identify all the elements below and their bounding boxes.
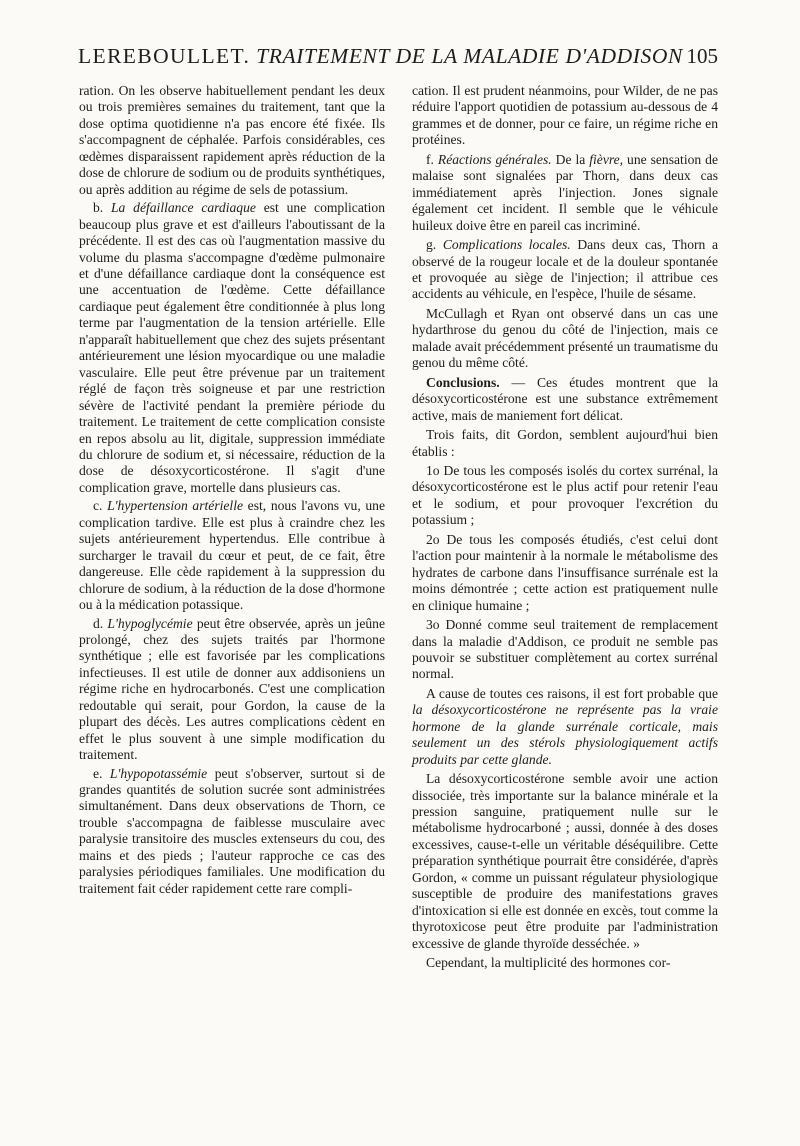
item-label: d. <box>93 615 104 631</box>
section-title: La défaillance cardiaque <box>111 200 256 216</box>
paragraph-text: peut être observée, après un jeûne prolongé, chez des sujets traités par l'hormone synthétique ; elle est favorisée par les complications infectieuses. Il est utile de donner aux addisoniens un régime riche en hydrocarbonés. C'est une complication redoutable qui serait, pour Gordon, la cause de la plupart des décès. Les autres complications cèdent en effet le plus souvent à une simple modification du traitement. <box>79 615 385 763</box>
left-column <box>79 83 385 897</box>
section-title: Conclusions. <box>426 374 500 390</box>
paragraph: McCullagh et Ryan ont observé dans un cas une hydarthrose du genou du côté de l'injection, mais ce malade avait précédemment présenté un traumatisme du genou du même côté. <box>412 305 718 371</box>
paragraph-text: une sensation de malaise sont signalées par Thorn, dans deux cas immédiatement après l'injection. Jones signale également cet incident. Il semble que le véhicule huileux doive être en pareil cas incriminé. <box>412 151 718 233</box>
paragraph-conclusion-thesis <box>412 686 718 768</box>
section-title: L'hypertension artérielle <box>107 498 244 514</box>
list-item: 2o De tous les composés étudiés, c'est celui dont l'action pour maintenir à la normale le métabolisme des hydrates de carbone dans l'insuffisance surrénale est la moins démontrée ; cette action est pratiquement nulle en clinique humaine ; <box>412 531 718 613</box>
section-title: Réactions générales. <box>437 151 552 167</box>
paragraph-reactions-generales <box>412 152 718 234</box>
paragraph-text: A cause de toutes ces raisons, il est fort probable que <box>426 685 718 701</box>
paragraph: cation. Il est prudent néanmoins, pour Wilder, de ne pas réduire l'apport quotidien de potassium au-dessous de 4 grammes et de donner, pour ce faire, un régime riche en protéines. <box>412 83 718 148</box>
item-label: f. <box>426 151 434 167</box>
paragraph: Cependant, la multiplicité des hormones cor- <box>426 955 671 971</box>
header-author: LEREBOULLET. <box>78 44 251 68</box>
section-title: L'hypopotassémie <box>109 765 208 781</box>
list-item: 1o De tous les composés isolés du cortex surrénal, la désoxycorticostérone est le plus actif pour retenir l'eau et le sodium, et pour provoquer l'excrétion du potassium ; <box>412 462 718 528</box>
header-subtitle: TRAITEMENT DE LA MALADIE D'ADDISON <box>256 44 683 68</box>
paragraph-complications-locales <box>412 237 718 303</box>
paragraph: La désoxycorticostérone semble avoir une action dissociée, très importante sur la balance minérale et la pression sanguine, pratiquement nulle sur le métabolisme hydrocarboné ; aussi, donnée à des doses excessives, cause-t-elle un véritable déséquilibre. Cette préparation synthétique pourrait être considérée, d'après Gordon, « comme un puissant régulateur physiologique susceptible de produire des manifestations graves d'intoxication si elle est donnée en excès, tout comme la thyrotoxicose peut être produite par l'administration excessive de glande thyroïde desséchée. » <box>412 771 718 951</box>
emphasis: fièvre, <box>589 151 624 167</box>
paragraph-hypopotassemie <box>79 766 385 898</box>
paragraph-conclusions <box>412 375 718 424</box>
paragraph-text: — Ces études montrent que la désoxycorticostérone est une substance extrêmement active, mais de maniement fort délicat. <box>412 374 718 423</box>
item-label: g. <box>426 237 437 253</box>
item-label: b. <box>93 200 104 216</box>
paragraph-text: De la <box>555 151 586 167</box>
paragraph-hypertension <box>79 498 385 613</box>
emphasis: la désoxycorticostérone ne représente pas la vraie hormone de la glande surrénale corticale, mais seulement un des stérols physiologiquement actifs produits par cette glande. <box>412 702 718 767</box>
paragraph-text: Dans deux cas, Thorn a observé de la rougeur locale et de la douleur spontanée et provoquée au siège de l'injection; il attribue ces accidents au véhicule, en l'espèce, l'huile de sésame. <box>412 237 718 302</box>
page-number: 105 <box>686 44 718 68</box>
paragraph-text: est une complication beaucoup plus grave et est d'ailleurs l'aboutissant de la précédente. Il est des cas où l'augmentation massive du volume du plasma s'accompagne d'œdème pulmonaire et d'une défaillance cardiaque dont la conséquence est une accentuation de l'œdème. Cette défaillance cardiaque peut également être conditionnée à plus long terme par l'augmentation de la tension artérielle. Elle n'apparaît habituellement que chez des sujets présentant antérieurement une lésion myocardique ou une maladie vasculaire. Elle peut être prévenue par un traitement réglé de façon très soigneuse et par une restriction sévère de l'activité pendant la première période du traitement. Le traitement de cette complication consiste en repos absolu au lit, digitale, suppression immédiate du chlorure de sodium et, si nécessaire, réduction de la dose de désoxycorticostérone. Il s'agit d'une complication grave, mortelle dans plusieurs cas. <box>79 200 385 495</box>
paragraph: Trois faits, dit Gordon, semblent aujourd'hui bien établis : <box>412 427 718 459</box>
running-header <box>78 44 718 76</box>
running-title <box>78 44 683 69</box>
item-label: c. <box>93 498 103 514</box>
paragraph-text: est, nous l'avons vu, une complication tardive. Elle est plus à craindre chez les sujets antérieurement hypertendus. Elle contribue à surcharger le travail du cœur et peut, de ce fait, être dangereuse. Elle cède rapidement à la suppression du chlorure de sodium, à la réduction de la dose d'hormone ou à la médication potassique. <box>79 498 385 613</box>
paragraph: ration. On les observe habituellement pendant les deux ou trois premières semaines du traitement, tant que la dose optima quotidienne n'a pas encore été fixée. Ils s'accompagnent de céphalée. Parfois considérables, ces œdèmes disparaissent rapidement après réduction de la dose de chlorure de sodium ou de produits synthétiques, ou après addition au régime de sels de potassium. <box>79 83 385 197</box>
section-title: L'hypoglycémie <box>107 615 193 631</box>
paragraph-defaillance-cardiaque <box>79 200 385 496</box>
paragraph-text: peut s'observer, surtout si de grandes quantités de solution sucrée sont administrées simultanément. Dans deux observations de Thorn, ce trouble s'accompagna de faiblesse musculaire avec paralysie transitoire des muscles extenseurs du cou, des mains et des pieds ; l'auteur rapproche ce cas des paralysies périodiques familiales. Une modification du traitement fait céder rapidement cette rare compli- <box>79 765 385 896</box>
right-column <box>412 83 718 972</box>
paragraph-hypoglycemie <box>79 616 385 764</box>
section-title: Complications locales. <box>442 237 571 253</box>
item-label: e. <box>93 765 103 781</box>
list-item: 3o Donné comme seul traitement de remplacement dans la maladie d'Addison, ce produit ne semble pas pouvoir se substituer complètement au cortex surrénal normal. <box>412 617 718 682</box>
